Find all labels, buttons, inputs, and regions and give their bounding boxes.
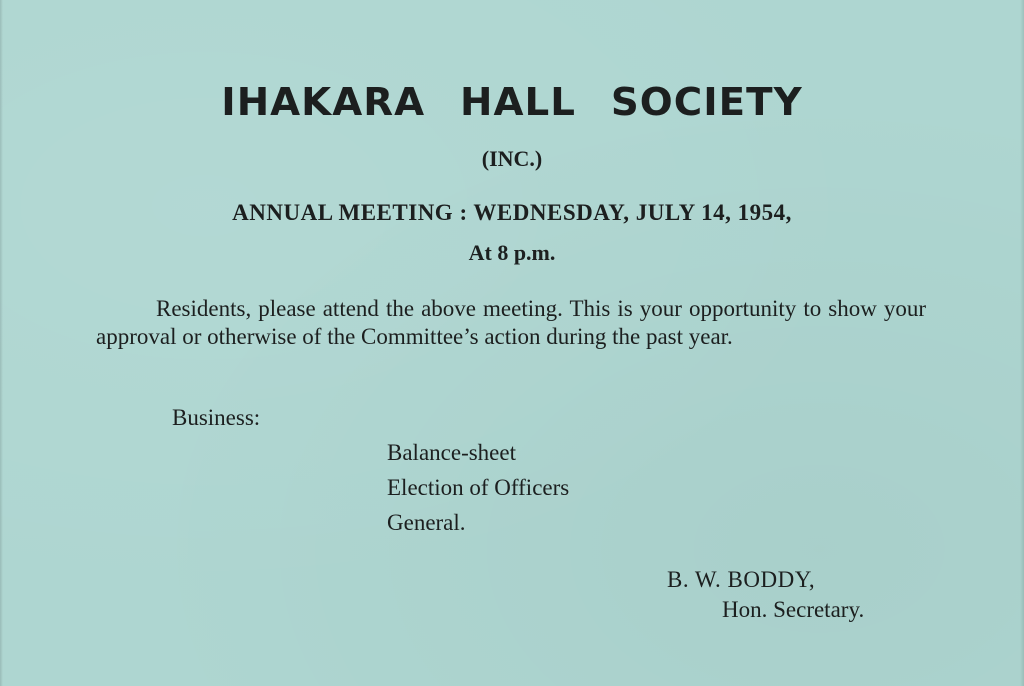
business-item-election: Election of Officers — [387, 475, 570, 500]
signer-name: B. W. BODDY, — [667, 567, 816, 592]
body-paragraph: Residents, please attend the above meeting. This is your opportunity to show your approval or otherwise of the Committee’s action during the past year. — [96, 296, 926, 349]
business-label: Business: — [172, 405, 261, 430]
society-title: IHAKARA HALL SOCIETY — [221, 80, 803, 124]
signer-title: Hon. Secretary. — [722, 597, 865, 622]
incorporated-label: (INC.) — [481, 146, 543, 171]
meeting-date-line: ANNUAL MEETING : WEDNESDAY, JULY 14, 1954, — [232, 200, 792, 225]
business-item-balance-sheet: Balance-sheet — [387, 440, 516, 465]
business-list — [387, 435, 569, 540]
meeting-time-line: At 8 p.m. — [468, 240, 556, 265]
business-item-general: General. — [387, 510, 466, 535]
